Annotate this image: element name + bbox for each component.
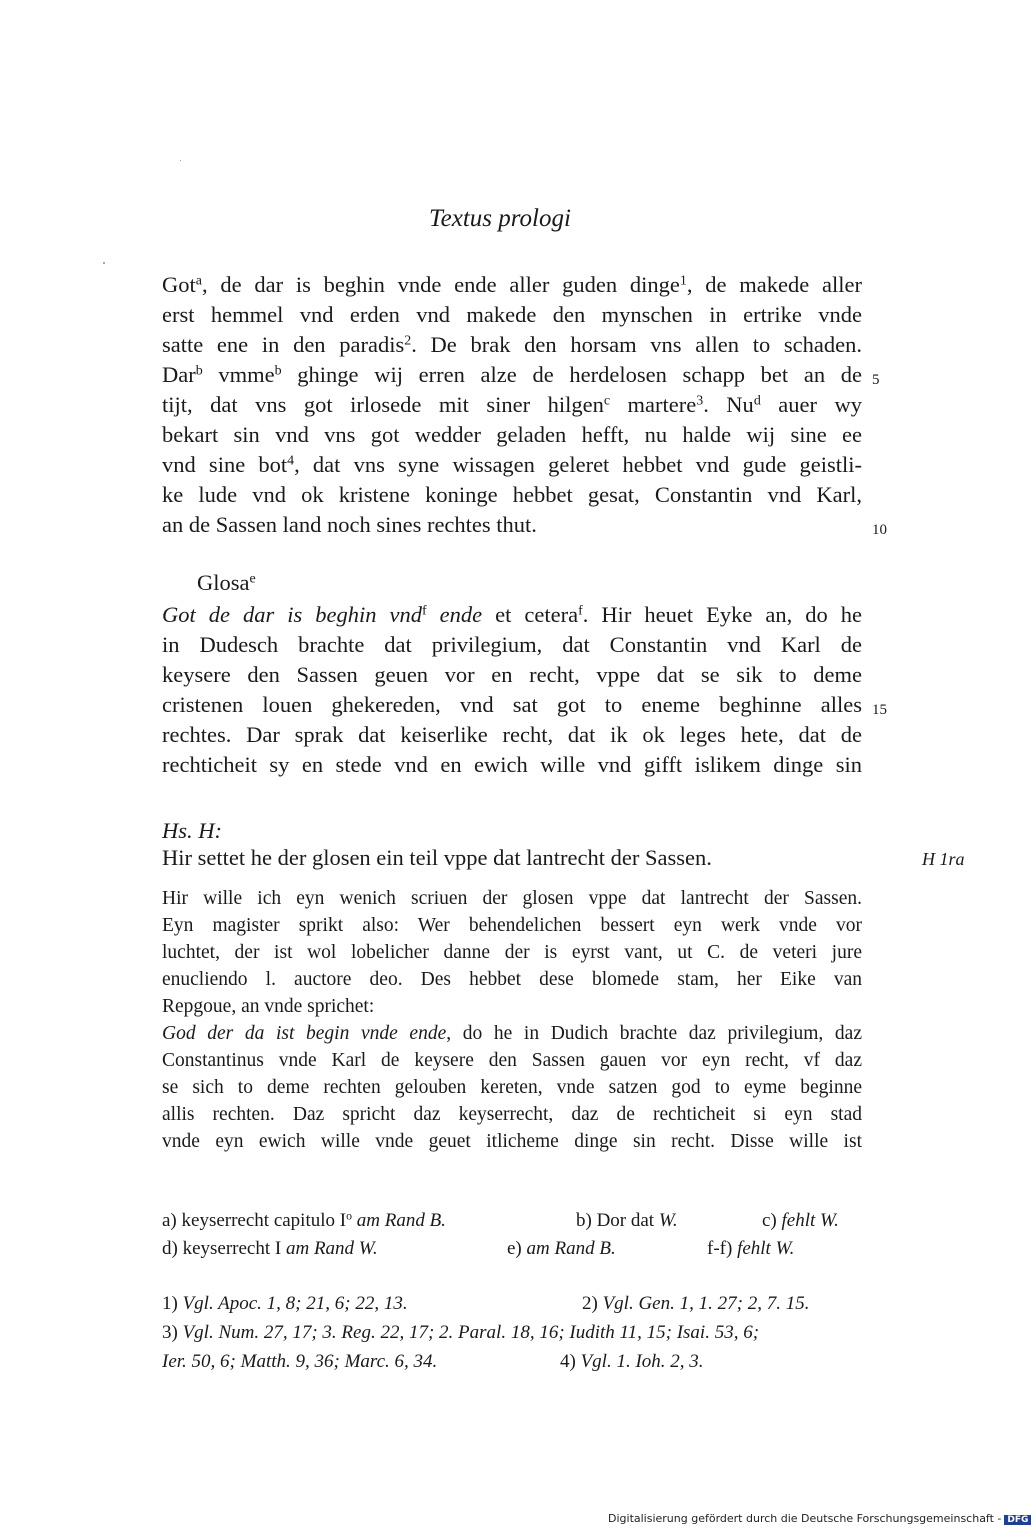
text-run: vnde eyn ewich wille vnde geuet itlicheme dinge sin recht. Disse wille ist — [162, 1131, 862, 1152]
text-line — [162, 750, 862, 780]
apparatus-entry — [507, 1238, 616, 1260]
footnote-marker: 4 — [287, 453, 295, 469]
text-run: 3) — [162, 1322, 183, 1343]
footnote-marker: b — [195, 363, 203, 379]
note-entry — [582, 1293, 809, 1315]
text-run: et cetera — [482, 602, 579, 627]
text-run: , de makede aller — [686, 272, 862, 297]
text-run: cristenen louen ghekereden, vnd sat got to eneme beghinne alles — [162, 692, 862, 717]
text-run: Hir wille ich eyn wenich scriuen der glosen vppe dat lantrecht der Sassen. — [162, 888, 862, 909]
text-run: 1) — [162, 1293, 183, 1314]
text-run: erst hemmel vnd erden vnd makede den mynschen in ertrike vnde — [162, 302, 862, 327]
text-run: , do he in Dudich brachte daz privilegium, daz — [446, 1023, 862, 1044]
apparatus-entry — [762, 1210, 839, 1232]
text-run: b) Dor dat — [576, 1210, 659, 1231]
digitization-credit: Digitalisierung gefördert durch die Deutsche Forschungsgemeinschaft - DFG — [608, 1512, 1031, 1525]
apparatus-entry — [162, 1210, 446, 1232]
footnote-marker: 3 — [696, 393, 704, 409]
text-run: vmme — [202, 362, 275, 387]
text-run: . De brak den horsam vns allen to schaden. — [411, 332, 863, 357]
text-line — [162, 1128, 862, 1155]
text-run: keysere den Sassen geuen vor en recht, vppe dat se sik to deme — [162, 662, 862, 687]
manuscript-label: Hs. H: — [162, 818, 222, 843]
text-run: Dar — [162, 362, 196, 387]
text-run: Eyn magister sprikt also: Wer behendelichen bessert eyn werk vnde vor — [162, 915, 862, 936]
text-run: Got — [162, 272, 196, 297]
dfg-logo: DFG — [1004, 1515, 1031, 1525]
text-run: Constantinus vnde Karl de keysere den Sassen gauen vor eyn recht, vf daz — [162, 1050, 862, 1071]
text-line — [162, 510, 862, 540]
prologue-text — [162, 270, 862, 540]
text-run: auer wy — [760, 392, 862, 417]
footnote-marker: a — [195, 273, 202, 289]
note-entry — [162, 1293, 408, 1315]
text-run: bekart sin vnd vns got wedder geladen hefft, nu halde wij sine ee — [162, 422, 862, 447]
apparatus-entry — [576, 1210, 678, 1232]
apparatus-entry — [162, 1238, 378, 1260]
text-line — [162, 360, 862, 390]
text-run: rechtes. Dar sprak dat keiserlike recht, dat ik ok leges hete, dat de — [162, 722, 862, 747]
text-line — [162, 420, 862, 450]
text-line — [162, 690, 862, 720]
footnote-marker: c — [603, 393, 611, 409]
text-run: am Rand B. — [526, 1238, 616, 1259]
text-run: f-f) — [707, 1238, 738, 1259]
text-run: vnd sine bot — [162, 452, 288, 477]
text-run: an de Sassen land noch sines rechtes thut. — [162, 512, 537, 537]
text-line — [162, 885, 862, 912]
text-run: Got de dar is beghin vnd — [162, 602, 423, 627]
text-run: rechticheit sy en stede vnd en ewich wille vnd gifft islikem dinge sin — [162, 752, 862, 777]
text-line — [162, 480, 862, 510]
apparatus-entry — [707, 1238, 794, 1260]
glosa-text — [162, 600, 862, 780]
text-run: Vgl. 1. Ioh. 2, 3. — [580, 1351, 704, 1372]
text-line — [162, 912, 862, 939]
manuscript-text — [162, 885, 862, 1155]
page-title: Textus prologi — [429, 205, 571, 232]
text-run: luchtet, der ist wol lobelicher danne der is eyrst vant, ut C. de veteri jure — [162, 942, 862, 963]
text-run: allis rechten. Daz spricht daz keyserrecht, daz de rechticheit si eyn stad — [162, 1104, 862, 1125]
text-run: Glosa — [197, 570, 250, 595]
scan-speck — [180, 160, 181, 161]
text-line — [162, 600, 862, 630]
text-run: ghinge wij erren alze de herdelosen schapp bet an de — [281, 362, 863, 387]
text-run: 4) — [560, 1351, 581, 1372]
text-run: W. — [658, 1210, 678, 1231]
text-run: in Dudesch brachte dat privilegium, dat Constantin vnd Karl de — [162, 632, 862, 657]
text-run: Vgl. Apoc. 1, 8; 21, 6; 22, 13. — [182, 1293, 408, 1314]
text-run: martere — [610, 392, 697, 417]
text-line — [162, 270, 862, 300]
text-line — [162, 390, 862, 420]
text-run: . Hir heuet Eyke an, do he — [582, 602, 862, 627]
footnote-marker: d — [753, 393, 761, 409]
text-run: I — [274, 1238, 282, 1259]
text-run: fehlt W. — [781, 1210, 839, 1231]
text-line — [162, 630, 862, 660]
text-line — [162, 330, 862, 360]
scan-speck — [103, 262, 105, 264]
text-line — [162, 450, 862, 480]
text-run: Vgl. Num. 27, 17; 3. Reg. 22, 17; 2. Paral. 18, 16; Iudith 11, 15; Isai. 53, 6; — [182, 1322, 760, 1343]
glosa-heading — [197, 570, 256, 596]
text-run: . Nu — [703, 392, 754, 417]
text-run: am Rand B. — [352, 1210, 446, 1231]
note-entry — [560, 1351, 704, 1373]
text-line — [162, 1020, 862, 1047]
text-run: 2) — [582, 1293, 603, 1314]
text-line — [162, 720, 862, 750]
text-line — [162, 993, 862, 1020]
text-run: enucliendo l. auctore deo. Des hebbet dese blomede stam, her Eike van — [162, 969, 862, 990]
text-line — [162, 1074, 862, 1101]
text-run: , de dar is beghin vnde ende aller guden dinge — [201, 272, 680, 297]
footnote-marker: f — [422, 603, 427, 619]
text-run: a) keyserrecht capitulo I — [162, 1210, 347, 1231]
note-entry — [162, 1322, 759, 1344]
text-line — [162, 300, 862, 330]
text-line — [162, 1047, 862, 1074]
line-number: 15 — [872, 702, 887, 718]
text-run: e) — [507, 1238, 527, 1259]
text-line — [162, 660, 862, 690]
text-run: Vgl. Gen. 1, 1. 27; 2, 7. 15. — [602, 1293, 810, 1314]
text-run: c) — [762, 1210, 782, 1231]
footnote-marker: o — [346, 1209, 352, 1223]
footnote-marker: b — [274, 363, 282, 379]
text-run: ke lude vnd ok kristene koninge hebbet gesat, Constantin vnd Karl, — [162, 482, 862, 507]
text-run: d) keyserrecht — [162, 1238, 275, 1259]
text-run: satte ene in den paradis — [162, 332, 405, 357]
line-number: 10 — [872, 522, 887, 538]
text-run: ende — [426, 602, 483, 627]
footnote-marker: 1 — [679, 273, 687, 289]
footnote-marker: e — [249, 571, 256, 587]
text-run: God der da ist begin vnde ende — [162, 1023, 447, 1044]
text-run: am Rand W. — [281, 1238, 378, 1259]
text-run: tijt, dat vns got irlosede mit siner hilgen — [162, 392, 604, 417]
footnote-marker: f — [578, 603, 583, 619]
text-line — [162, 939, 862, 966]
margin-reference: H 1ra — [922, 849, 965, 869]
text-line — [162, 966, 862, 993]
text-line — [162, 1101, 862, 1128]
footnote-marker: 2 — [404, 333, 412, 349]
text-run: Ier. 50, 6; Matth. 9, 36; Marc. 6, 34. — [162, 1351, 438, 1372]
note-entry — [162, 1351, 437, 1373]
text-run: , dat vns syne wissagen geleret hebbet vnd gude geistli- — [294, 452, 862, 477]
text-run: Repgoue, an vnde sprichet: — [162, 996, 375, 1017]
manuscript-heading-line: Hir settet he der glosen ein teil vppe dat lantrecht der Sassen. — [162, 845, 712, 870]
line-number: 5 — [872, 372, 880, 388]
text-run: fehlt W. — [737, 1238, 795, 1259]
text-run: se sich to deme rechten gelouben kereten, vnde satzen god to eyme beginne — [162, 1077, 862, 1098]
